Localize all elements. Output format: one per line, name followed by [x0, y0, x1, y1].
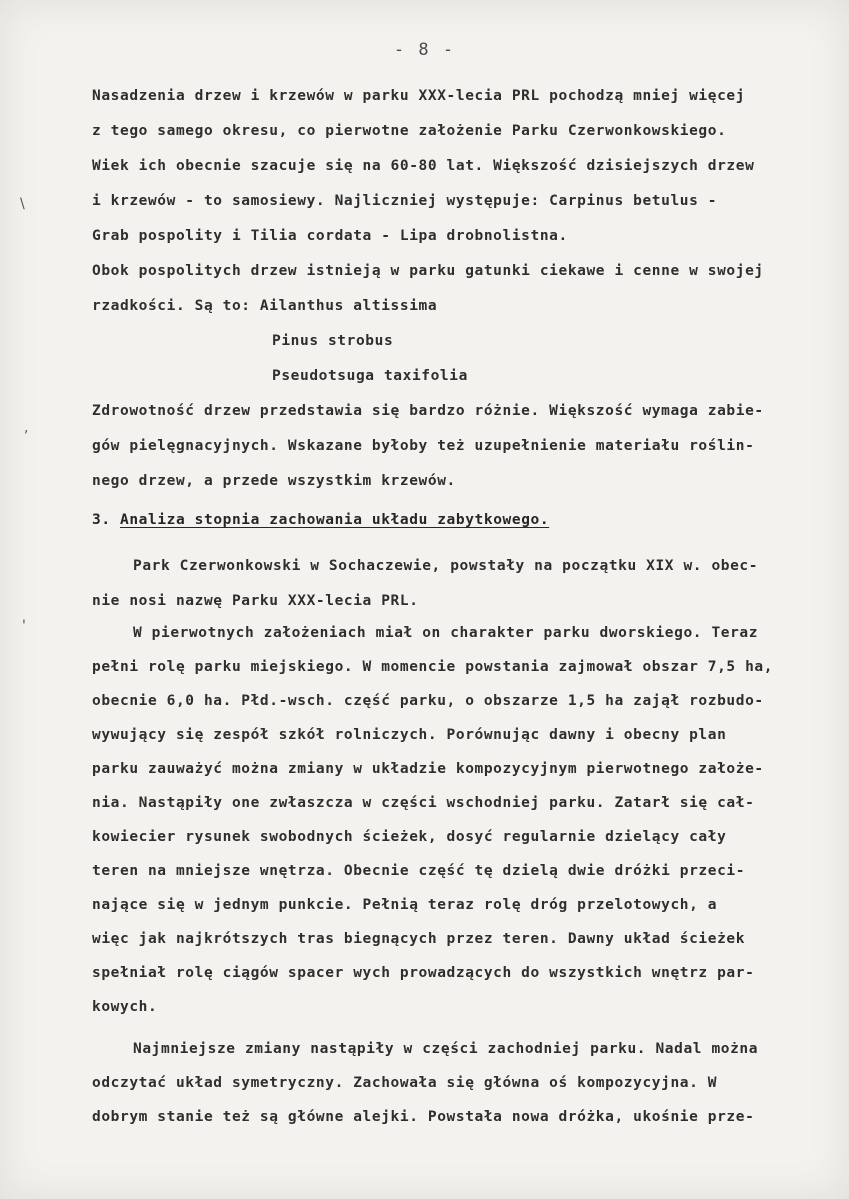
text-line: Obok pospolitych drzew istnieją w parku gatunki ciekawe i cenne w swojej	[92, 263, 764, 279]
text-line: obecnie 6,0 ha. Płd.-wsch. część parku, o obszarze 1,5 ha zajął rozbudo-	[92, 693, 764, 709]
text-line: nego drzew, a przede wszystkim krzewów.	[92, 473, 456, 489]
text-line: dobrym stanie też są główne alejki. Powstała nowa dróżka, ukośnie prze-	[92, 1109, 755, 1125]
text-line: i krzewów - to samosiewy. Najliczniej występuje: Carpinus betulus -	[92, 193, 718, 209]
text-line: kowych.	[92, 999, 158, 1015]
text-line: rzadkości. Są to: Ailanthus altissima	[92, 298, 438, 314]
text-line: parku zauważyć można zmiany w układzie kompozycyjnym pierwotnego założe-	[92, 761, 764, 777]
section-title: Analiza stopnia zachowania układu zabytkowego.	[120, 512, 550, 528]
text-line: spełniał rolę ciągów spacer wych prowadzących do wszystkich wnętrz par-	[92, 965, 755, 981]
text-line: z tego samego okresu, co pierwotne założenie Parku Czerwonkowskiego.	[92, 123, 727, 139]
text-line: Najmniejsze zmiany nastąpiły w części zachodniej parku. Nadal można	[133, 1041, 759, 1057]
text-line: Wiek ich obecnie szacuje się na 60-80 lat. Większość dzisiejszych drzew	[92, 158, 755, 174]
text-line: Park Czerwonkowski w Sochaczewie, powstały na początku XIX w. obec-	[133, 558, 759, 574]
text-line: teren na mniejsze wnętrza. Obecnie część tę dzielą dwie dróżki przeci-	[92, 863, 746, 879]
margin-mark: ,	[24, 420, 29, 436]
species-item: Pseudotsuga taxifolia	[272, 368, 468, 384]
text-line: wywujący się zespół szkół rolniczych. Porównując dawny i obecny plan	[92, 727, 727, 743]
text-line: nia. Nastąpiły one zwłaszcza w części wschodniej parku. Zatarł się cał-	[92, 795, 755, 811]
page-number: - 8 -	[393, 40, 456, 60]
margin-mark: '	[22, 618, 26, 634]
text-line: Zdrowotność drzew przedstawia się bardzo różnie. Większość wymaga zabie-	[92, 403, 764, 419]
text-line: nające się w jednym punkcie. Pełnią teraz rolę dróg przelotowych, a	[92, 897, 718, 913]
section-number: 3.	[92, 512, 111, 528]
text-line: gów pielęgnacyjnych. Wskazane byłoby też uzupełnienie materiału roślin-	[92, 438, 755, 454]
text-line: pełni rolę parku miejskiego. W momencie powstania zajmował obszar 7,5 ha,	[92, 659, 774, 675]
text-line: więc jak najkrótszych tras biegnących przez teren. Dawny układ ścieżek	[92, 931, 746, 947]
species-item: Pinus strobus	[272, 333, 394, 349]
text-line: kowiecier rysunek swobodnych ścieżek, dosyć regularnie dzielący cały	[92, 829, 727, 845]
text-line: odczytać układ symetryczny. Zachowała się główna oś kompozycyjna. W	[92, 1075, 718, 1091]
text-line: W pierwotnych założeniach miał on charakter parku dworskiego. Teraz	[133, 625, 759, 641]
section-heading	[92, 512, 549, 528]
margin-mark: \	[20, 196, 25, 212]
text-line: nie nosi nazwę Parku XXX-lecia PRL.	[92, 593, 419, 609]
text-line: Nasadzenia drzew i krzewów w parku XXX-lecia PRL pochodzą mniej więcej	[92, 88, 746, 104]
text-line: Grab pospolity i Tilia cordata - Lipa drobnolistna.	[92, 228, 568, 244]
